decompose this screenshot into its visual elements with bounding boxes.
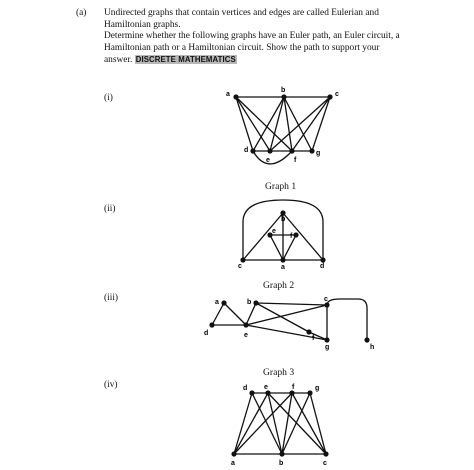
part-iii-numeral: (iii) <box>104 293 119 303</box>
g2-label-c: c <box>238 263 242 270</box>
graph-3-edges <box>212 299 367 340</box>
graph-1-caption: Graph 1 <box>265 181 297 192</box>
g1-label-d: d <box>244 147 249 154</box>
g2-label-b: b <box>281 216 286 223</box>
g4-label-d: d <box>243 385 248 392</box>
question-line-3: Determine whether the following graphs have an Euler path, an Euler circuit, a <box>104 31 400 42</box>
g2-label-e: e <box>272 228 276 235</box>
graph-3-caption: Graph 3 <box>263 367 295 378</box>
graph-2-edges <box>243 200 323 260</box>
question-line-4: Hamiltonian path or a Hamiltonian circuit. Show the path to support your <box>104 42 380 53</box>
g2-label-f: f <box>290 233 293 240</box>
question-line-5-prefix: answer. <box>104 55 133 66</box>
g3-label-f: f <box>312 335 315 342</box>
g4-label-g: g <box>315 385 320 392</box>
g1-label-b: b <box>281 87 286 94</box>
part-i-numeral: (i) <box>104 93 113 103</box>
part-ii-numeral: (ii) <box>104 204 116 214</box>
g3-label-c: c <box>324 296 328 303</box>
g3-label-g: g <box>325 344 330 351</box>
question-line-1: Undirected graphs that contain vertices and edges are called Eulerian and <box>104 8 379 18</box>
g4-label-b: b <box>279 460 284 467</box>
g1-label-g: g <box>316 150 321 157</box>
g4-label-f: f <box>292 384 295 391</box>
g4-label-e: e <box>264 384 268 391</box>
g3-label-h: h <box>370 344 375 351</box>
graph-2-caption: Graph 2 <box>263 280 295 291</box>
g3-label-b: b <box>247 299 252 306</box>
g1-label-c: c <box>335 91 339 98</box>
g1-label-e: e <box>266 157 270 164</box>
question-label: (a) <box>76 8 87 18</box>
subject-tag: DISCRETE MATHEMATICS <box>135 55 236 65</box>
g1-label-a: a <box>226 91 230 98</box>
g4-label-a: a <box>231 460 235 467</box>
part-iv-numeral: (iv) <box>104 380 118 390</box>
g2-label-d: d <box>320 263 325 270</box>
g4-label-c: c <box>323 460 327 467</box>
g3-label-a: a <box>215 299 219 306</box>
g3-label-e: e <box>244 332 248 339</box>
g3-label-d: d <box>204 330 209 337</box>
g1-label-f: f <box>294 157 297 164</box>
graph-4-edges <box>234 393 326 454</box>
question-line-2: Hamiltonian graphs. <box>104 19 181 30</box>
g2-label-a: a <box>281 264 285 271</box>
